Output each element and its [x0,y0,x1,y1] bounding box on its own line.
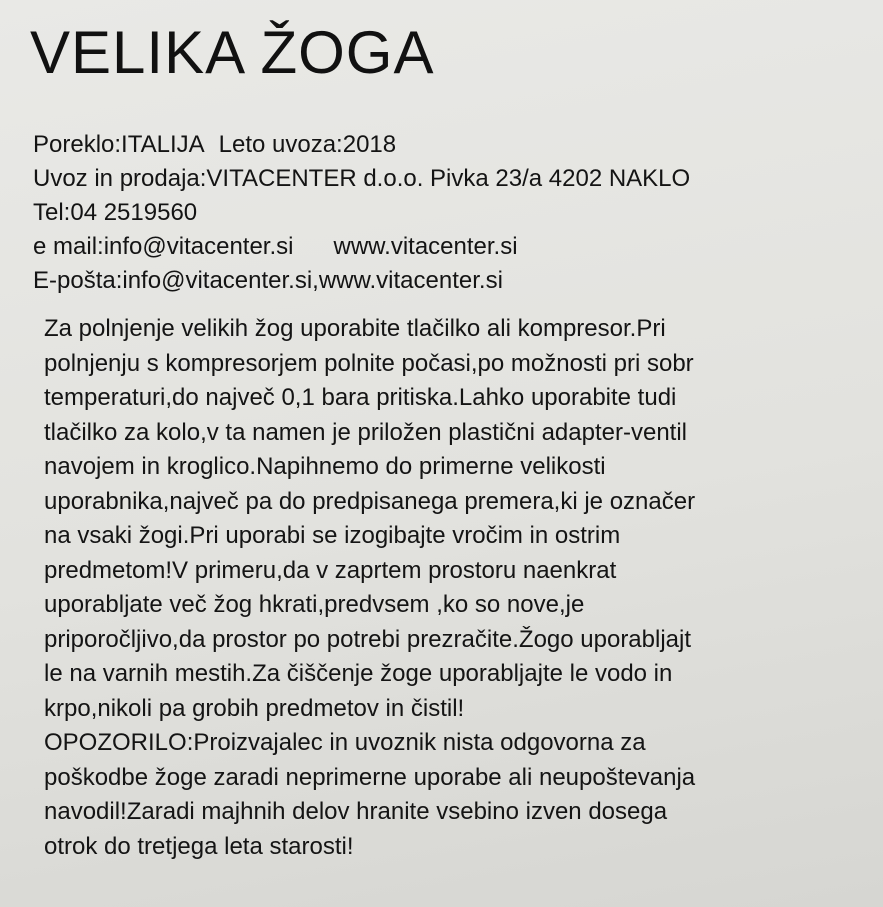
instruction-line: le na varnih mestih.Za čiščenje žoge uporabljajte le vodo in [44,660,673,687]
warning-line: otrok do tretjega leta starosti! [44,832,354,860]
import-year-text: Leto uvoza:2018 [218,131,397,158]
importer-line: Uvoz in prodaja:VITACENTER d.o.o. Pivka 23/a 4202 NAKLO [33,165,691,192]
warning-line: navodil!Zaradi majhnih delov hranite vsebino izven dosega [44,798,668,825]
instruction-line: polnjenju s kompresorjem polnite počasi,po možnosti pri sobr [44,349,694,377]
website-text: www.vitacenter.si [333,233,518,260]
instruction-line: Za polnjenje velikih žog uporabite tlačilko ali kompresor.Pri [44,315,666,342]
origin-text: Poreklo:ITALIJA [33,131,205,158]
instruction-line: predmetom!V primeru,da v zaprtem prostoru naenkrat [44,556,617,584]
origin-line [33,128,690,162]
instruction-line: uporabnika,največ pa do predpisanega premera,ki je označer [44,487,696,515]
product-title: VELIKA ŽOGA [30,19,435,86]
email-line [33,230,690,264]
instruction-line: navojem in kroglico.Napihnemo do primerne velikosti [44,453,606,480]
instruction-line: temperaturi,do največ 0,1 bara pritiska.Lahko uporabite tudi [44,384,677,411]
email-text: e mail:info@vitacenter.si [33,233,294,260]
instruction-line: na vsaki žogi.Pri uporabi se izogibajte vročim in ostrim [44,522,621,549]
product-info [33,128,690,298]
eposta-line: E-pošta:info@vitacenter.si,www.vitacenter.si [33,267,503,294]
instruction-line: tlačilko za kolo,v ta namen je priložen plastični adapter-ventil [44,418,687,446]
instruction-line: uporabljate več žog hkrati,predvsem ,ko so nove,je [44,591,585,618]
instruction-line: krpo,nikoli pa grobih predmetov in čistil! [44,694,465,722]
instruction-line: priporočljivo,da prostor po potrebi prezračite.Žogo uporabljajt [44,625,692,653]
warning-line: poškodbe žoge zaradi neprimerne uporabe ali neupoštevanja [44,763,696,791]
warning-line: OPOZORILO:Proizvajalec in uvoznik nista odgovorna za [44,729,646,756]
instructions-text [44,312,883,864]
phone-line: Tel:04 2519560 [33,199,198,226]
